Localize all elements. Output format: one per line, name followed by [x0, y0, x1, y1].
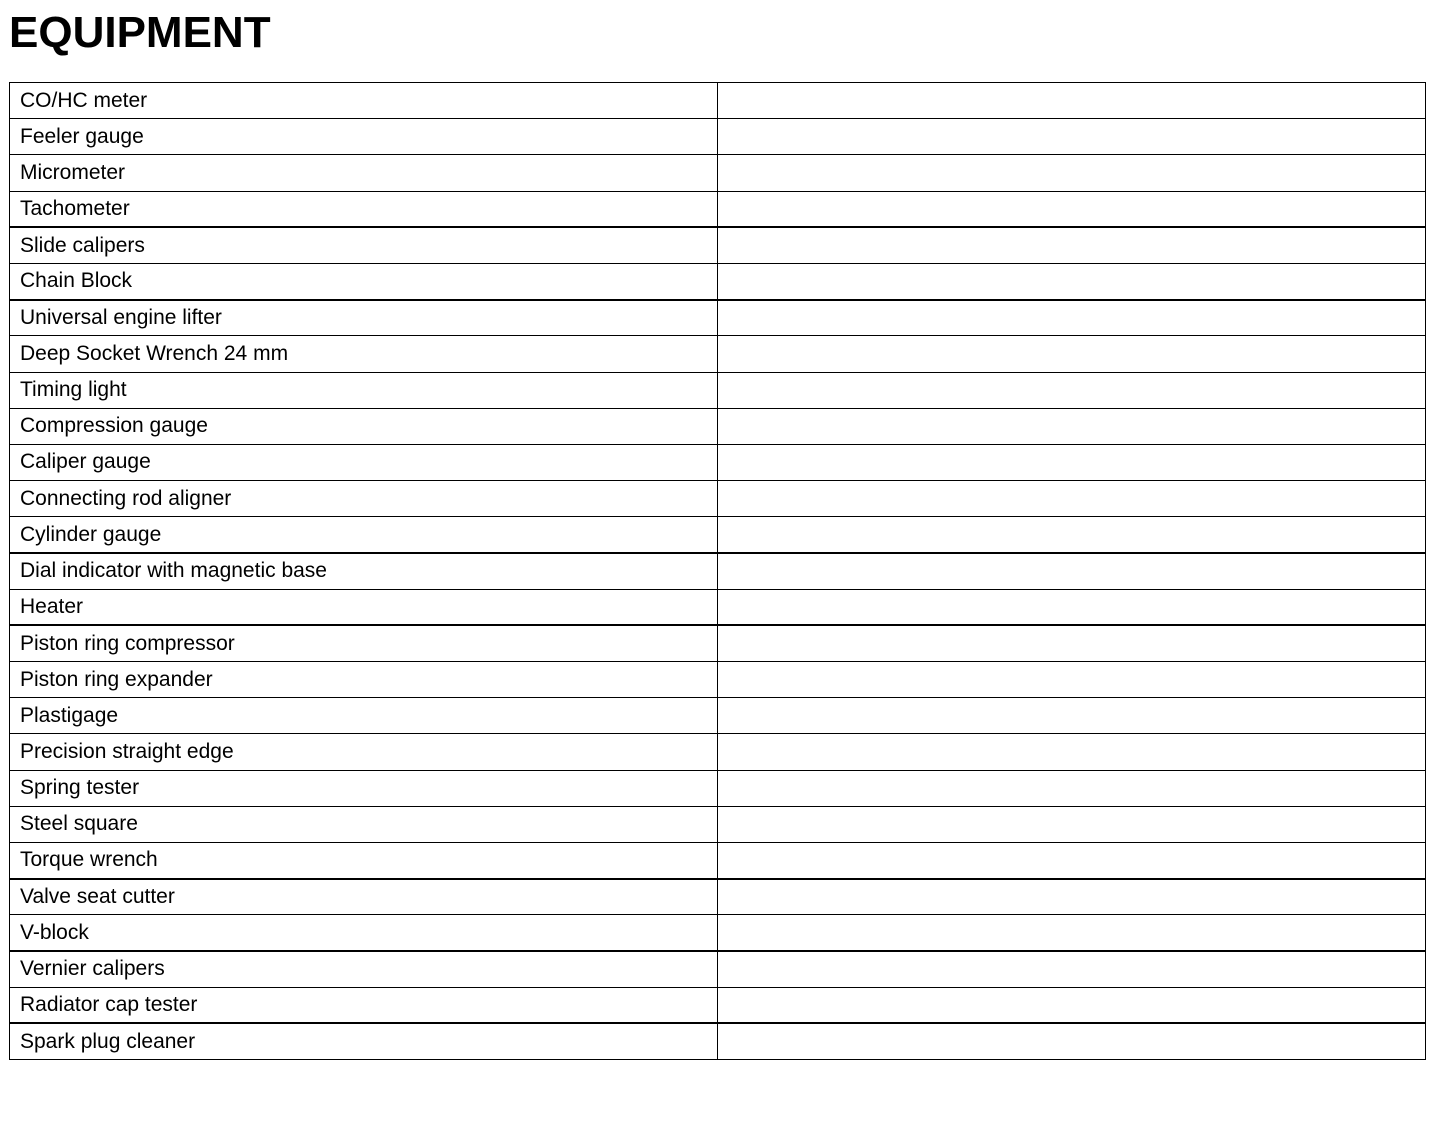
- empty-cell: [718, 263, 1426, 299]
- table-row: [10, 589, 1426, 625]
- empty-cell: [718, 915, 1426, 951]
- table-row: [10, 372, 1426, 408]
- equipment-name-cell: Cylinder gauge: [10, 517, 718, 553]
- table-row: [10, 481, 1426, 517]
- table-row: [10, 806, 1426, 842]
- empty-cell: [718, 553, 1426, 589]
- equipment-name-cell: Heater: [10, 589, 718, 625]
- table-row: [10, 517, 1426, 553]
- equipment-name-cell: Compression gauge: [10, 408, 718, 444]
- equipment-name-cell: Tachometer: [10, 191, 718, 227]
- table-row: [10, 155, 1426, 191]
- empty-cell: [718, 1023, 1426, 1059]
- empty-cell: [718, 987, 1426, 1023]
- equipment-name-cell: Chain Block: [10, 263, 718, 299]
- equipment-name-cell: Piston ring compressor: [10, 625, 718, 661]
- empty-cell: [718, 372, 1426, 408]
- empty-cell: [718, 806, 1426, 842]
- table-row: [10, 227, 1426, 263]
- equipment-name-cell: Plastigage: [10, 698, 718, 734]
- equipment-name-cell: Universal engine lifter: [10, 300, 718, 336]
- table-row: [10, 734, 1426, 770]
- equipment-name-cell: Torque wrench: [10, 842, 718, 878]
- empty-cell: [718, 119, 1426, 155]
- table-row: [10, 625, 1426, 661]
- equipment-name-cell: CO/HC meter: [10, 83, 718, 119]
- empty-cell: [718, 155, 1426, 191]
- equipment-name-cell: Steel square: [10, 806, 718, 842]
- empty-cell: [718, 842, 1426, 878]
- table-row: [10, 408, 1426, 444]
- equipment-name-cell: V-block: [10, 915, 718, 951]
- equipment-table: [9, 82, 1426, 1060]
- table-row: [10, 191, 1426, 227]
- equipment-name-cell: Feeler gauge: [10, 119, 718, 155]
- table-row: [10, 879, 1426, 915]
- empty-cell: [718, 734, 1426, 770]
- empty-cell: [718, 662, 1426, 698]
- table-row: [10, 553, 1426, 589]
- table-row: [10, 119, 1426, 155]
- table-row: [10, 698, 1426, 734]
- empty-cell: [718, 336, 1426, 372]
- empty-cell: [718, 481, 1426, 517]
- empty-cell: [718, 517, 1426, 553]
- equipment-name-cell: Piston ring expander: [10, 662, 718, 698]
- table-row: [10, 83, 1426, 119]
- empty-cell: [718, 300, 1426, 336]
- empty-cell: [718, 83, 1426, 119]
- equipment-name-cell: Radiator cap tester: [10, 987, 718, 1023]
- equipment-name-cell: Valve seat cutter: [10, 879, 718, 915]
- table-row: [10, 987, 1426, 1023]
- equipment-name-cell: Slide calipers: [10, 227, 718, 263]
- table-row: [10, 662, 1426, 698]
- equipment-name-cell: Micrometer: [10, 155, 718, 191]
- table-row: [10, 300, 1426, 336]
- table-row: [10, 336, 1426, 372]
- empty-cell: [718, 408, 1426, 444]
- empty-cell: [718, 770, 1426, 806]
- equipment-name-cell: Precision straight edge: [10, 734, 718, 770]
- empty-cell: [718, 227, 1426, 263]
- empty-cell: [718, 444, 1426, 480]
- empty-cell: [718, 951, 1426, 987]
- page-title: EQUIPMENT: [9, 8, 271, 57]
- equipment-name-cell: Dial indicator with magnetic base: [10, 553, 718, 589]
- equipment-name-cell: Timing light: [10, 372, 718, 408]
- equipment-name-cell: Spark plug cleaner: [10, 1023, 718, 1059]
- table-row: [10, 770, 1426, 806]
- table-row: [10, 1023, 1426, 1059]
- equipment-name-cell: Vernier calipers: [10, 951, 718, 987]
- equipment-name-cell: Spring tester: [10, 770, 718, 806]
- empty-cell: [718, 589, 1426, 625]
- table-row: [10, 263, 1426, 299]
- empty-cell: [718, 698, 1426, 734]
- equipment-name-cell: Connecting rod aligner: [10, 481, 718, 517]
- empty-cell: [718, 191, 1426, 227]
- equipment-name-cell: Caliper gauge: [10, 444, 718, 480]
- equipment-name-cell: Deep Socket Wrench 24 mm: [10, 336, 718, 372]
- empty-cell: [718, 879, 1426, 915]
- equipment-table-body: [10, 83, 1426, 1060]
- table-row: [10, 915, 1426, 951]
- empty-cell: [718, 625, 1426, 661]
- table-row: [10, 951, 1426, 987]
- table-row: [10, 842, 1426, 878]
- table-row: [10, 444, 1426, 480]
